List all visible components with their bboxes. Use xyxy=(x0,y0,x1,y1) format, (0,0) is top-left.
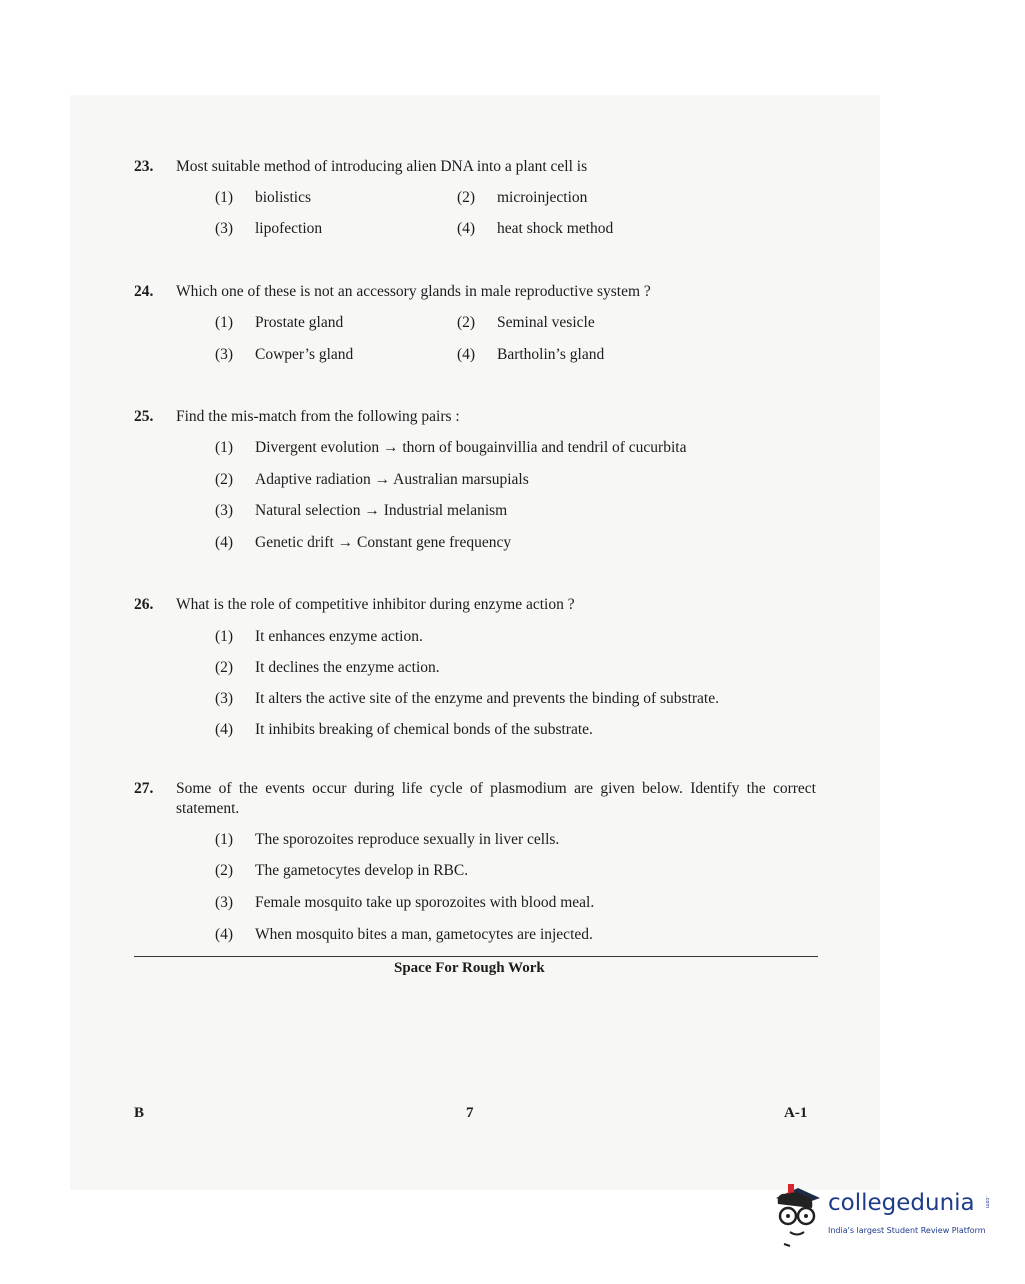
question-number: 25. xyxy=(134,408,154,425)
option-23-4: (4) heat shock method xyxy=(457,220,614,237)
rough-work-label: Space For Rough Work xyxy=(394,960,545,976)
question-number: 24. xyxy=(134,283,154,300)
question-number: 27. xyxy=(134,780,154,797)
option-23-1: (1) biolistics xyxy=(215,189,311,206)
question-text: Some of the events occur during life cycle of plasmodium are given below. Identify the correct statement. xyxy=(176,780,816,817)
divider xyxy=(134,956,818,957)
option-27-1: (1) The sporozoites reproduce sexually in liver cells. xyxy=(215,831,560,848)
option-27-2: (2) The gametocytes develop in RBC. xyxy=(215,862,469,879)
question-text: Which one of these is not an accessory glands in male reproductive system ? xyxy=(176,283,651,300)
option-26-2: (2) It declines the enzyme action. xyxy=(215,659,440,676)
footer-page-number: 7 xyxy=(466,1105,474,1121)
option-25-4: (4) Genetic drift → Constant gene frequency xyxy=(215,534,512,551)
question-number: 26. xyxy=(134,596,154,613)
question-text: Find the mis-match from the following pairs : xyxy=(176,408,460,425)
question-text: Most suitable method of introducing alien DNA into a plant cell is xyxy=(176,158,588,175)
footer-series-code: A-1 xyxy=(784,1105,808,1121)
option-27-4: (4) When mosquito bites a man, gametocytes are injected. xyxy=(215,926,593,943)
option-26-3: (3) It alters the active site of the enzyme and prevents the binding of substrate. xyxy=(215,690,719,707)
logo-domain: .com xyxy=(984,1196,990,1209)
collegedunia-logo xyxy=(768,1180,993,1250)
option-26-4: (4) It inhibits breaking of chemical bonds of the substrate. xyxy=(215,721,593,738)
logo-wordmark: collegedunia xyxy=(828,1190,975,1216)
option-24-4: (4) Bartholin’s gland xyxy=(457,346,605,363)
option-25-3: (3) Natural selection → Industrial melanism xyxy=(215,502,508,519)
question-number: 23. xyxy=(134,158,154,175)
footer-booklet-code: B xyxy=(134,1105,145,1121)
option-24-3: (3) Cowper’s gland xyxy=(215,346,354,363)
option-23-2: (2) microinjection xyxy=(457,189,588,206)
option-24-1: (1) Prostate gland xyxy=(215,314,344,331)
option-23-3: (3) lipofection xyxy=(215,220,323,237)
logo-tagline: India's largest Student Review Platform xyxy=(828,1226,986,1235)
question-text: What is the role of competitive inhibitor during enzyme action ? xyxy=(176,596,575,613)
option-27-3: (3) Female mosquito take up sporozoites with blood meal. xyxy=(215,894,595,911)
option-26-1: (1) It enhances enzyme action. xyxy=(215,628,423,645)
option-25-1: (1) Divergent evolution → thorn of bougainvillia and tendril of cucurbita xyxy=(215,439,687,456)
exam-page xyxy=(70,95,880,1190)
option-24-2: (2) Seminal vesicle xyxy=(457,314,595,331)
option-25-2: (2) Adaptive radiation → Australian marsupials xyxy=(215,471,529,488)
mascot-icon xyxy=(768,1180,824,1250)
